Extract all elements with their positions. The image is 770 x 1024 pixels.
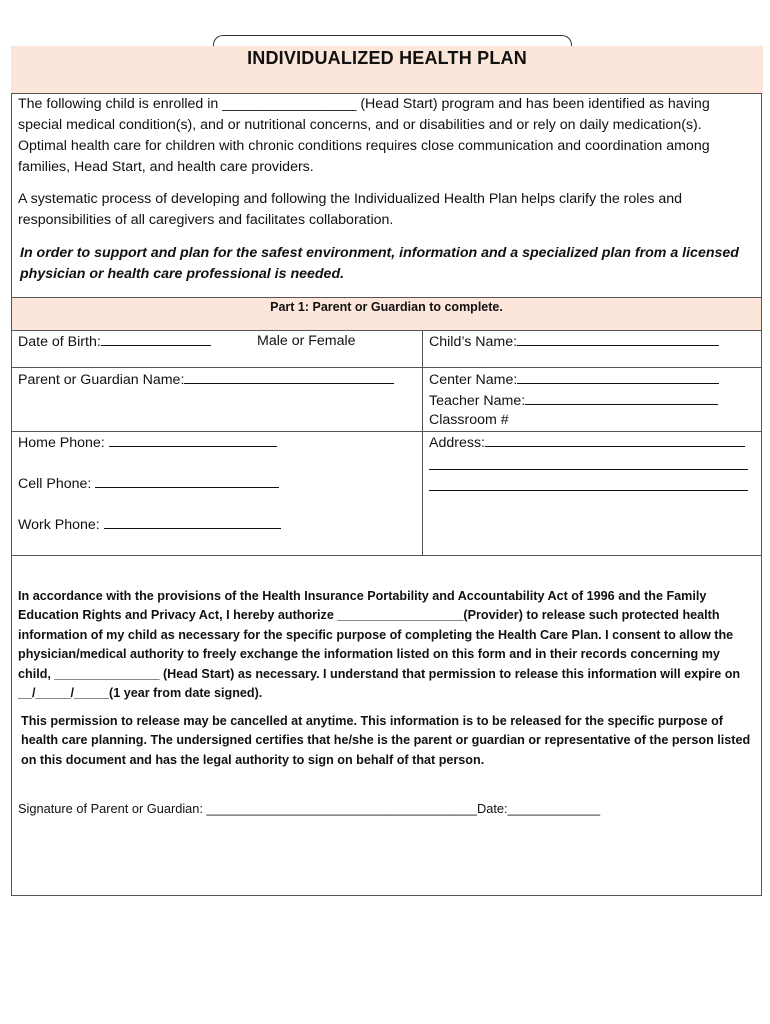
intro-paragraph-1: The following child is enrolled in _________________ (Head Start) program and has been identified as having special medical condition(s), and or nutritional concerns, and or disabilities and or rely on daily medication(s). Optimal health care for children with chronic conditions requires close communication and coordination among families, Head Start, and health care providers. [18, 96, 710, 175]
work-phone-blank[interactable] [104, 514, 281, 529]
date-of-birth-field[interactable] [18, 331, 211, 352]
signature-label: Signature of Parent or Guardian: [18, 801, 203, 816]
home-phone-field[interactable] [18, 432, 277, 453]
intro-paragraph-2: A systematic process of developing and following the Individualized Health Plan helps clarify the roles and responsibilities of all caregivers and facilitates collaboration. [18, 191, 683, 228]
parent-name-label: Parent or Guardian Name: [18, 372, 185, 388]
work-phone-field[interactable] [18, 514, 281, 535]
authorization-paragraph: In accordance with the provisions of the Health Insurance Portability and Accountability Act of 1996 and the Family Education Rights and Privacy Act, I hereby authorize __________________(Provider) to release such protected health information of my child as necessary for the specific purpose of completing the Health Care Plan. I consent to allow the physician/medical authority to freely exchange the information listed on this form and in their records concerning my child, _______________ (Head Start) as necessary. I understand that permission to release this information will expire on __/_____/_____(1 year from date signed). [18, 589, 741, 701]
column-divider [422, 330, 423, 556]
date-of-birth-blank[interactable] [101, 331, 211, 346]
home-phone-blank[interactable] [109, 432, 277, 447]
divider [11, 367, 762, 368]
work-phone-label: Work Phone: [18, 517, 100, 533]
date-blank[interactable]: _____________ [507, 801, 601, 816]
child-name-field[interactable] [429, 331, 719, 352]
cell-phone-field[interactable] [18, 473, 279, 494]
address-label: Address: [429, 435, 485, 451]
cancellation-paragraph: This permission to release may be cancelled at anytime. This information is to be released for the specific purpose of health care planning. The undersigned certifies that he/she is the parent or guardian or representative of the person listed on this document and has the legal authority to sign on behalf of that person. [21, 714, 751, 767]
date-label: Date: [476, 801, 508, 816]
child-name-label: Child’s Name: [429, 334, 518, 350]
page-title: INDIVIDUALIZED HEALTH PLAN [247, 48, 527, 68]
parent-name-blank[interactable] [184, 369, 394, 384]
child-name-blank[interactable] [517, 331, 719, 346]
date-of-birth-label: Date of Birth: [18, 334, 101, 350]
classroom-field: Classroom # [429, 412, 509, 428]
signature-blank[interactable]: ______________________________________ [206, 801, 477, 816]
part1-label: Part 1: Parent or Guardian to complete. [270, 300, 503, 314]
center-name-blank[interactable] [517, 369, 719, 384]
center-name-field[interactable] [429, 369, 719, 390]
divider [11, 555, 762, 556]
address-blank[interactable] [485, 432, 745, 447]
center-name-label: Center Name: [429, 372, 518, 388]
cell-phone-label: Cell Phone: [18, 476, 92, 492]
gender-field: Male or Female [257, 333, 356, 349]
teacher-name-field[interactable] [429, 390, 718, 411]
address-line-3[interactable] [429, 490, 748, 491]
intro-paragraph-3: In order to support and plan for the safest environment, information and a specialized plan from a licensed physician or health care professional is needed. [20, 245, 739, 282]
address-line-2[interactable] [429, 469, 748, 470]
home-phone-label: Home Phone: [18, 435, 105, 451]
signature-line[interactable] [18, 801, 600, 816]
address-field[interactable] [429, 432, 745, 453]
cell-phone-blank[interactable] [95, 473, 279, 488]
teacher-name-blank[interactable] [525, 390, 718, 405]
teacher-name-label: Teacher Name: [429, 393, 526, 409]
parent-name-field[interactable] [18, 369, 394, 390]
